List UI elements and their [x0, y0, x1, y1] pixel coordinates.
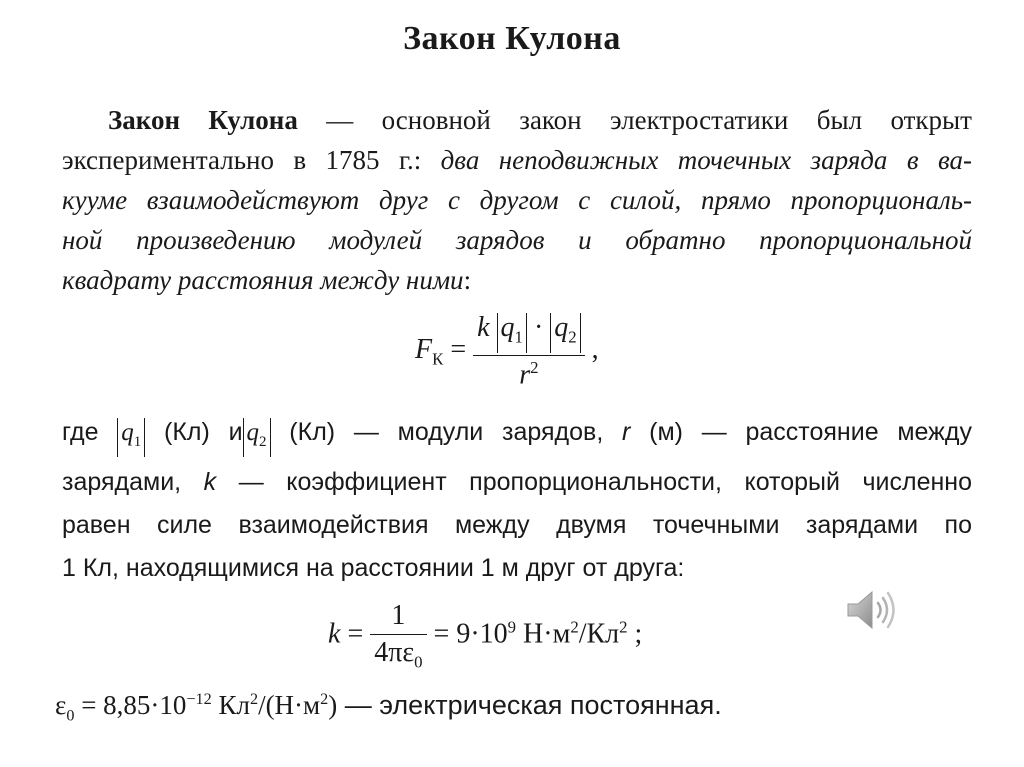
coulomb-formula: $F_К$ = $\frac{k q_1 \cdot q_2}{r^2}$ , — [415, 312, 599, 390]
para1-line2: экспериментально в 1785 г.: два неподвижных точечных заряда в ва- — [62, 145, 972, 175]
k-constant-formula: k = $\frac{1}{4\pi\varepsilon_0}$ = $9\cdot 10^9$ $Н\cdot м^2/Кл^2$ ; — [328, 600, 643, 672]
para2-line4: 1 Кл, находящимися на расстоянии 1 м друг от друга: — [62, 554, 685, 582]
para1-line4: ной произведению модулей зарядов и обратно пропорциональной — [62, 225, 972, 255]
para1-line3: кууме взаимодействуют друг с другом с силой, прямо пропорциональ- — [62, 185, 972, 215]
slide-title: Закон Кулона — [403, 20, 621, 57]
epsilon-constant: $\varepsilon_0 = 8,85\cdot 10^{-12}$ $Кл^2/(Н\cdot м^2)$ — электрическая постоянная. — [55, 690, 722, 725]
para2-line1: где $q_1$ (Кл) и $q_2$ (Кл) — модули зарядов, r (м) — расстояние между — [62, 412, 972, 457]
para1-line5: квадрату расстояния между ними: — [62, 265, 472, 295]
para2-line3: равен силе взаимодействия между двумя точечными зарядами по — [62, 511, 972, 539]
coulomb-fraction: $\frac{k q_1 \cdot q_2}{r^2}$ — [473, 312, 585, 391]
para1-line1: Закон Кулона — основной закон электростатики был открыт — [108, 105, 972, 135]
term-bold: Закон Кулона — [108, 105, 298, 135]
speaker-icon[interactable] — [842, 588, 898, 632]
para2-line2: зарядами, k — коэффициент пропорциональности, который численно — [62, 468, 973, 496]
